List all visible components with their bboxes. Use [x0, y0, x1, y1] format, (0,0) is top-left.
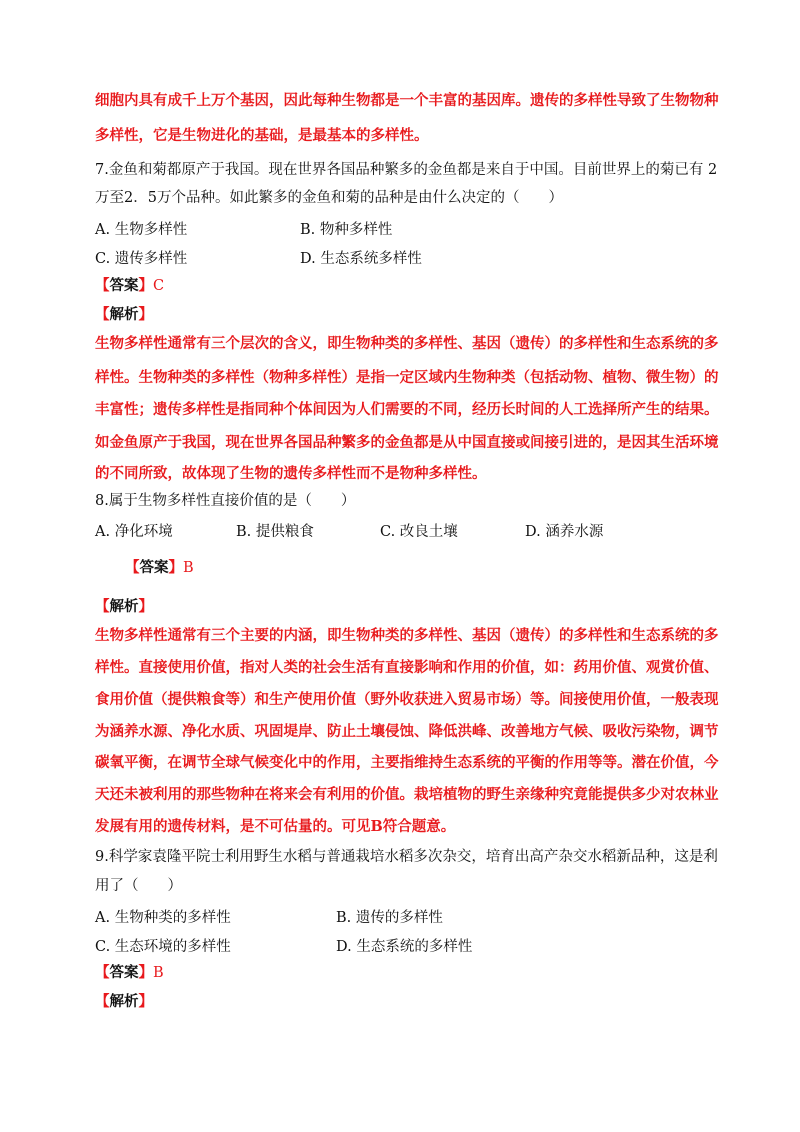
q9-option-b: B. 遗传的多样性 [336, 910, 443, 926]
answer-label: 答案 [139, 559, 169, 576]
analysis-label: 解析 [109, 306, 139, 323]
q8-explanation-line: 发展有用的遗传材料，是不可估量的。可见B符合题意。 [95, 818, 456, 835]
answer-value: C [153, 278, 165, 294]
answer-value: B [153, 965, 164, 981]
q8-option-a: A. 净化环境 [95, 524, 173, 540]
q8-option-c: C. 改良土壤 [380, 524, 458, 540]
q9-analysis-heading: 【解析】 [95, 993, 153, 1010]
q8-explanation-line: 天还未被利用的那些物种在将来会有利用的价值。栽培植物的野生亲缘种究竟能提供多少对农林业 [95, 786, 719, 803]
answer-label: 答案 [109, 964, 139, 981]
analysis-label: 解析 [109, 598, 139, 615]
q7-stem-line: 万至2．5万个品种。如此繁多的金鱼和菊的品种是由什么决定的（ ） [95, 190, 563, 206]
q8-option-b: B. 提供粮食 [236, 524, 314, 540]
q9-answer: 【答案】B [95, 964, 164, 981]
q7-answer: 【答案】C [95, 277, 165, 294]
q7-explanation-line: 丰富性；遗传多样性是指同种个体间因为人们需要的不同，经历长时间的人工选择所产生的结果。 [95, 401, 719, 418]
analysis-label: 解析 [109, 993, 139, 1010]
prev-explanation-line: 多样性，它是生物进化的基础，是最基本的多样性。 [95, 127, 429, 144]
answer-value: B [183, 560, 194, 576]
q7-explanation-line: 样性。生物种类的多样性（物种多样性）是指一定区域内生物种类（包括动物、植物、微生物）的 [95, 369, 719, 386]
q9-option-a: A. 生物种类的多样性 [95, 910, 231, 926]
q8-stem-line: 8.属于生物多样性直接价值的是（ ） [95, 493, 356, 509]
q7-explanation-line: 生物多样性通常有三个层次的含义，即生物种类的多样性、基因（遗传）的多样性和生态系统的多 [95, 335, 719, 352]
q7-option-d: D. 生态系统多样性 [300, 251, 422, 267]
q9-stem-line: 9.科学家袁隆平院士利用野生水稻与普通栽培水稻多次杂交，培育出高产杂交水稻新品种，这是利 [95, 849, 718, 865]
prev-explanation-line: 细胞内具有成千上万个基因，因此每种生物都是一个丰富的基因库。遗传的多样性导致了生物物种 [95, 92, 719, 109]
q8-explanation-line: 样性。直接使用价值，指对人类的社会生活有直接影响和作用的价值，如：药用价值、观赏价值、 [95, 659, 719, 676]
q8-option-d: D. 涵养水源 [525, 524, 604, 540]
q8-answer: 【答案】B [125, 559, 194, 576]
q7-stem-line: 7.金鱼和菊都原产于我国。现在世界各国品种繁多的金鱼都是来自于中国。目前世界上的菊已有 2 [95, 162, 718, 178]
q7-analysis-heading: 【解析】 [95, 306, 153, 323]
q7-option-a: A. 生物多样性 [95, 222, 188, 238]
answer-label: 答案 [109, 277, 139, 294]
q7-option-b: B. 物种多样性 [300, 222, 393, 238]
q7-explanation-line: 的不同所致，故体现了生物的遗传多样性而不是物种多样性。 [95, 465, 487, 482]
q8-analysis-heading: 【解析】 [95, 598, 153, 615]
q9-option-c: C. 生态环境的多样性 [95, 939, 231, 955]
q8-explanation-line: 生物多样性通常有三个主要的内涵，即生物种类的多样性、基因（遗传）的多样性和生态系统的多 [95, 627, 719, 644]
q9-option-d: D. 生态系统的多样性 [336, 939, 473, 955]
q9-stem-line: 用了（ ） [95, 878, 182, 894]
q8-explanation-line: 碳氧平衡，在调节全球气候变化中的作用，主要指维持生态系统的平衡的作用等等。潜在价值，今 [95, 754, 719, 771]
q7-explanation-line: 如金鱼原产于我国，现在世界各国品种繁多的金鱼都是从中国直接或间接引进的，是因其生活环境 [95, 434, 719, 451]
q7-option-c: C. 遗传多样性 [95, 251, 188, 267]
q8-explanation-line: 为涵养水源、净化水质、巩固堤岸、防止土壤侵蚀、降低洪峰、改善地方气候、吸收污染物，调节 [95, 723, 719, 740]
q8-explanation-line: 食用价值（提供粮食等）和生产使用价值（野外收获进入贸易市场）等。间接使用价值，一般表现 [95, 691, 719, 708]
